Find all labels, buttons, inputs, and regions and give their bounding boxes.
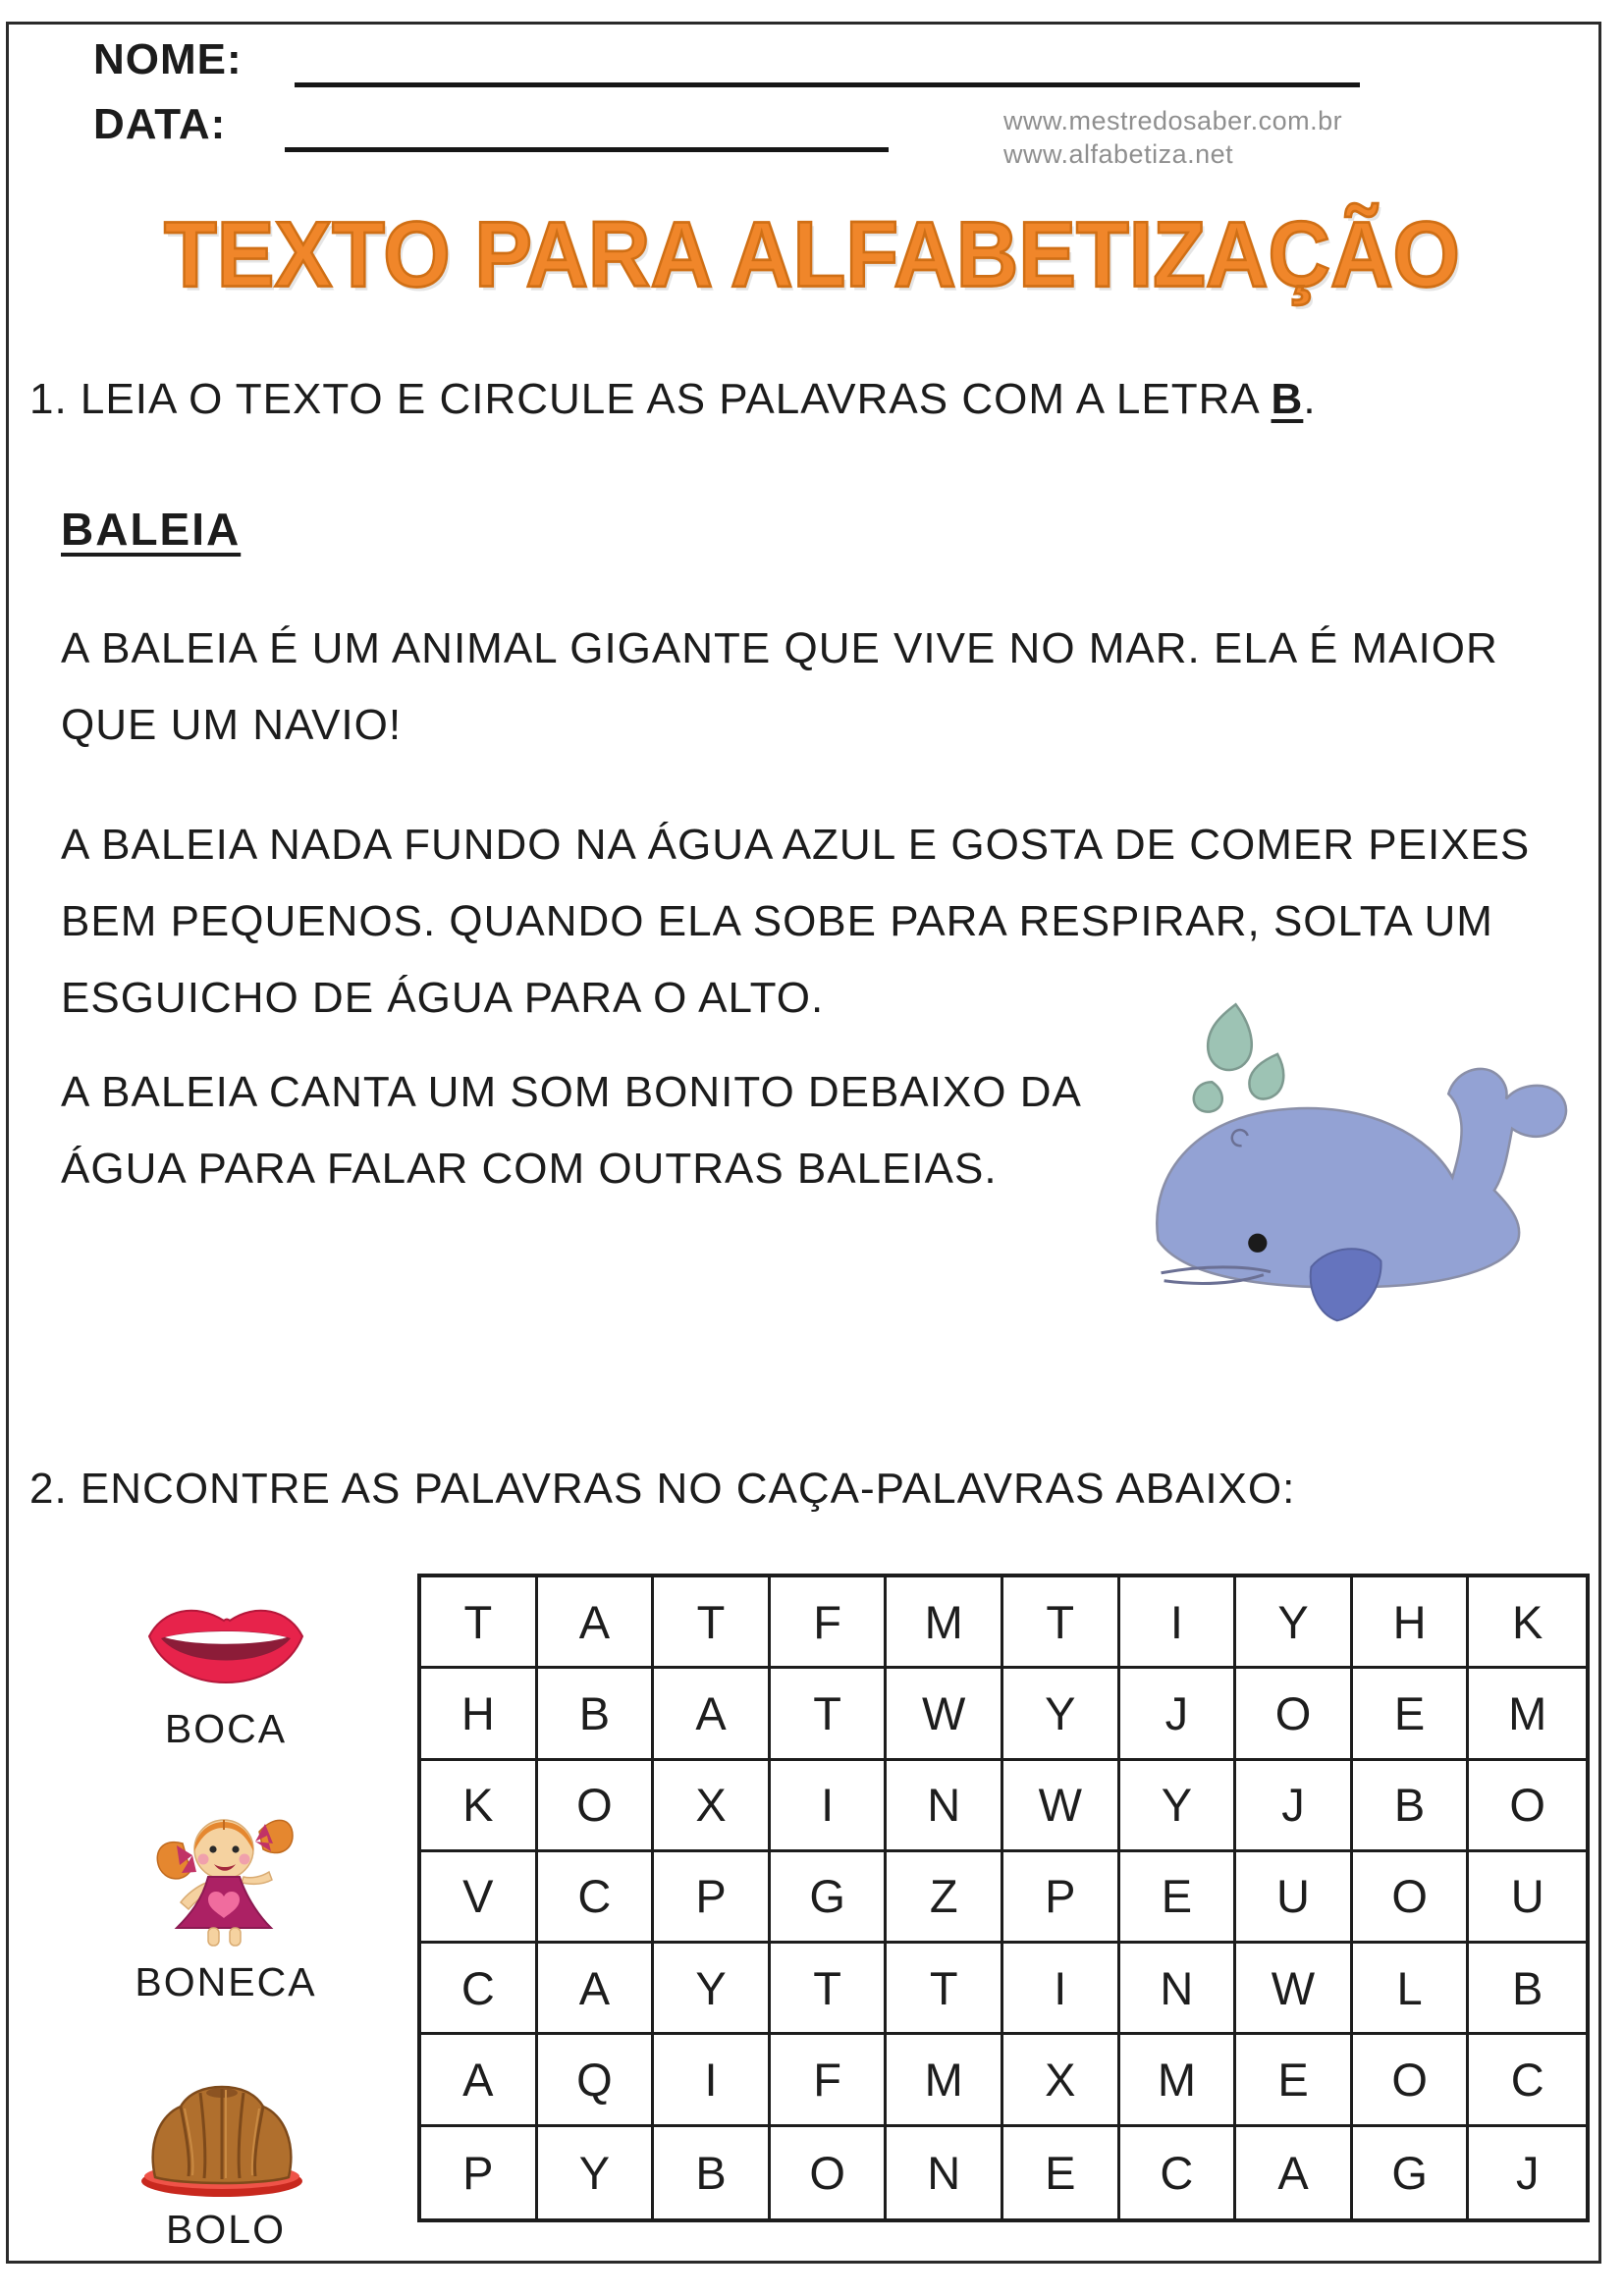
word-search-cell-r6-c6: X [1003,2035,1120,2126]
word-search-cell-r7-c4: O [771,2127,888,2218]
word-search-cell-r2-c6: Y [1003,1669,1120,1760]
website-url-1: www.mestredosaber.com.br [1003,106,1343,135]
reading-title: BALEIA [61,504,242,555]
word-search-cell-r4-c2: C [538,1852,655,1944]
word-search-cell-r7-c6: E [1003,2127,1120,2218]
word-search-cell-r2-c4: T [771,1669,888,1760]
word-search-cell-r7-c3: B [654,2127,771,2218]
exercise-1-period: . [1303,375,1317,423]
paragraph-1-line-1: A BALEIA É UM ANIMAL GIGANTE QUE VIVE NO MAR. ELA É MAIOR [61,624,1498,672]
paragraph-2-line-1: A BALEIA NADA FUNDO NA ÁGUA AZUL E GOSTA DE COMER PEIXES [61,821,1531,869]
website-url-2: www.alfabetiza.net [1003,139,1234,169]
word-search-cell-r7-c1: P [421,2127,538,2218]
word-search-cell-r2-c9: E [1353,1669,1470,1760]
word-search-cell-r7-c10: J [1515,2146,1540,2199]
date-label: DATA: [93,100,227,148]
word-search-cell-r1-c2: A [538,1577,655,1669]
word-search-cell-r3-c4: I [771,1761,888,1852]
word-search-cell-r5-c3: Y [654,1944,771,2035]
paragraph-1-line-2: QUE UM NAVIO! [61,701,403,749]
word-search-cell-r3-c7: Y [1120,1761,1237,1852]
letter-b-emphasis: B [1271,375,1304,423]
word-search-cell-r2-c2: B [538,1669,655,1760]
whale-eye [1248,1234,1267,1253]
word-search-cell-r6-c4: F [771,2035,888,2126]
word-search-cell-r5-c2: A [538,1944,655,2035]
date-fill-line [285,147,889,152]
word-search-cell-r1-c6: T [1003,1577,1120,1669]
lips-illustration [143,1596,308,1688]
word-search-cell-r4-c3: P [654,1852,771,1944]
word-label-bolo: BOLO [166,2207,286,2252]
word-search-cell-r1-c3: T [654,1577,771,1669]
word-search-cell-r3-c1: K [421,1761,538,1852]
word-search-cell-r4-c9: O [1353,1852,1470,1944]
word-search-cell-r2-c8: O [1236,1669,1353,1760]
word-search-cell-r1-c8: Y [1236,1577,1353,1669]
water-spout-drops [1194,1004,1283,1111]
word-label-boneca: BONECA [135,1959,317,2004]
word-search-cell-r5-c8: W [1236,1944,1353,2035]
word-search-cell-r5-c5: T [887,1944,1003,2035]
word-search-cell-r4-c10: U [1469,1852,1586,1944]
word-label-boca: BOCA [164,1706,288,1751]
word-search-cell-r6-c8: E [1236,2035,1353,2126]
word-search-cell-r4-c8: U [1236,1852,1353,1944]
word-search-cell-r1-c9: H [1353,1577,1470,1669]
word-search-cell-r4-c6: P [1003,1852,1120,1944]
word-search-cell-r7-c5: N [887,2127,1003,2218]
word-search-cell-r5-c6: I [1003,1944,1120,2035]
word-search-cell-r3-c10: O [1469,1761,1586,1852]
word-search-cell-r2-c3: A [654,1669,771,1760]
word-search-cell-r2-c5: W [887,1669,1003,1760]
word-search-cell-r5-c1: C [421,1944,538,2035]
word-search-cell-r2-c7: J [1120,1669,1237,1760]
name-fill-line [295,82,1360,87]
word-search-cell-r1-c10: K [1469,1577,1586,1669]
whale-illustration [1114,987,1586,1374]
word-search-cell-r6-c3: I [654,2035,771,2126]
exercise-1-instruction [29,375,1317,424]
word-search-cell-r5-c7: N [1120,1944,1237,2035]
word-search-cell-r1-c4: F [771,1577,888,1669]
word-search-cell-r4-c7: E [1120,1852,1237,1944]
paragraph-3-line-1: A BALEIA CANTA UM SOM BONITO DEBAIXO DA [61,1068,1082,1116]
word-search-cell-r5-c9: L [1353,1944,1470,2035]
word-search-cell-r4-c4: G [771,1852,888,1944]
word-search-cell-r1-c7: I [1120,1577,1237,1669]
word-search-cell-r4-c5: Z [887,1852,1003,1944]
word-search-cell-r3-c8: J [1236,1761,1353,1852]
word-search-cell-r7-c9: G [1353,2127,1470,2218]
word-search-cell-r1-c1: T [421,1577,538,1669]
word-search-grid [417,1574,1590,2222]
word-search-cell-r7-c7: C [1120,2127,1237,2218]
word-search-cell-r6-c2: Q [538,2035,655,2126]
word-search-cell-r6-c10: C [1469,2035,1586,2126]
word-search-cell-r6-c5: M [887,2035,1003,2126]
whale-fin [1311,1249,1381,1320]
word-search-cell-r3-c3: X [654,1761,771,1852]
word-search-cell-r3-c5: N [887,1761,1003,1852]
exercise-2-instruction: 2. ENCONTRE AS PALAVRAS NO CAÇA-PALAVRAS ABAIXO: [29,1465,1296,1513]
cake-illustration [135,2081,308,2201]
word-search-cell-r6-c9: O [1353,2035,1470,2126]
page-title: TEXTO PARA ALFABETIZAÇÃO [164,201,1460,306]
name-label: NOME: [93,35,243,83]
word-search-cell-r5-c4: T [771,1944,888,2035]
word-search-cell-r1-c5: M [887,1577,1003,1669]
paragraph-2-line-3: ESGUICHO DE ÁGUA PARA O ALTO. [61,974,825,1022]
word-search-cell-r3-c9: B [1353,1761,1470,1852]
word-search-cell-r2-c1: H [421,1669,538,1760]
word-search-cell-r3-c6: W [1003,1761,1120,1852]
word-search-cell-r7-c8: A [1236,2127,1353,2218]
word-search-cell-r7-c2: Y [538,2127,655,2218]
doll-illustration [149,1794,298,1953]
word-search-cell-r6-c1: A [421,2035,538,2126]
word-search-cell-r3-c2: O [538,1761,655,1852]
word-search-cell-r5-c10: B [1469,1944,1586,2035]
paragraph-2-line-2: BEM PEQUENOS. QUANDO ELA SOBE PARA RESPIRAR, SOLTA UM [61,897,1493,945]
exercise-1-text: 1. LEIA O TEXTO E CIRCULE AS PALAVRAS COM A LETRA [29,375,1272,423]
paragraph-3-line-2: ÁGUA PARA FALAR COM OUTRAS BALEIAS. [61,1145,998,1193]
word-search-cell-r4-c1: V [421,1852,538,1944]
word-search-cell-r6-c7: M [1120,2035,1237,2126]
word-search-cell-r2-c10: M [1469,1669,1586,1760]
